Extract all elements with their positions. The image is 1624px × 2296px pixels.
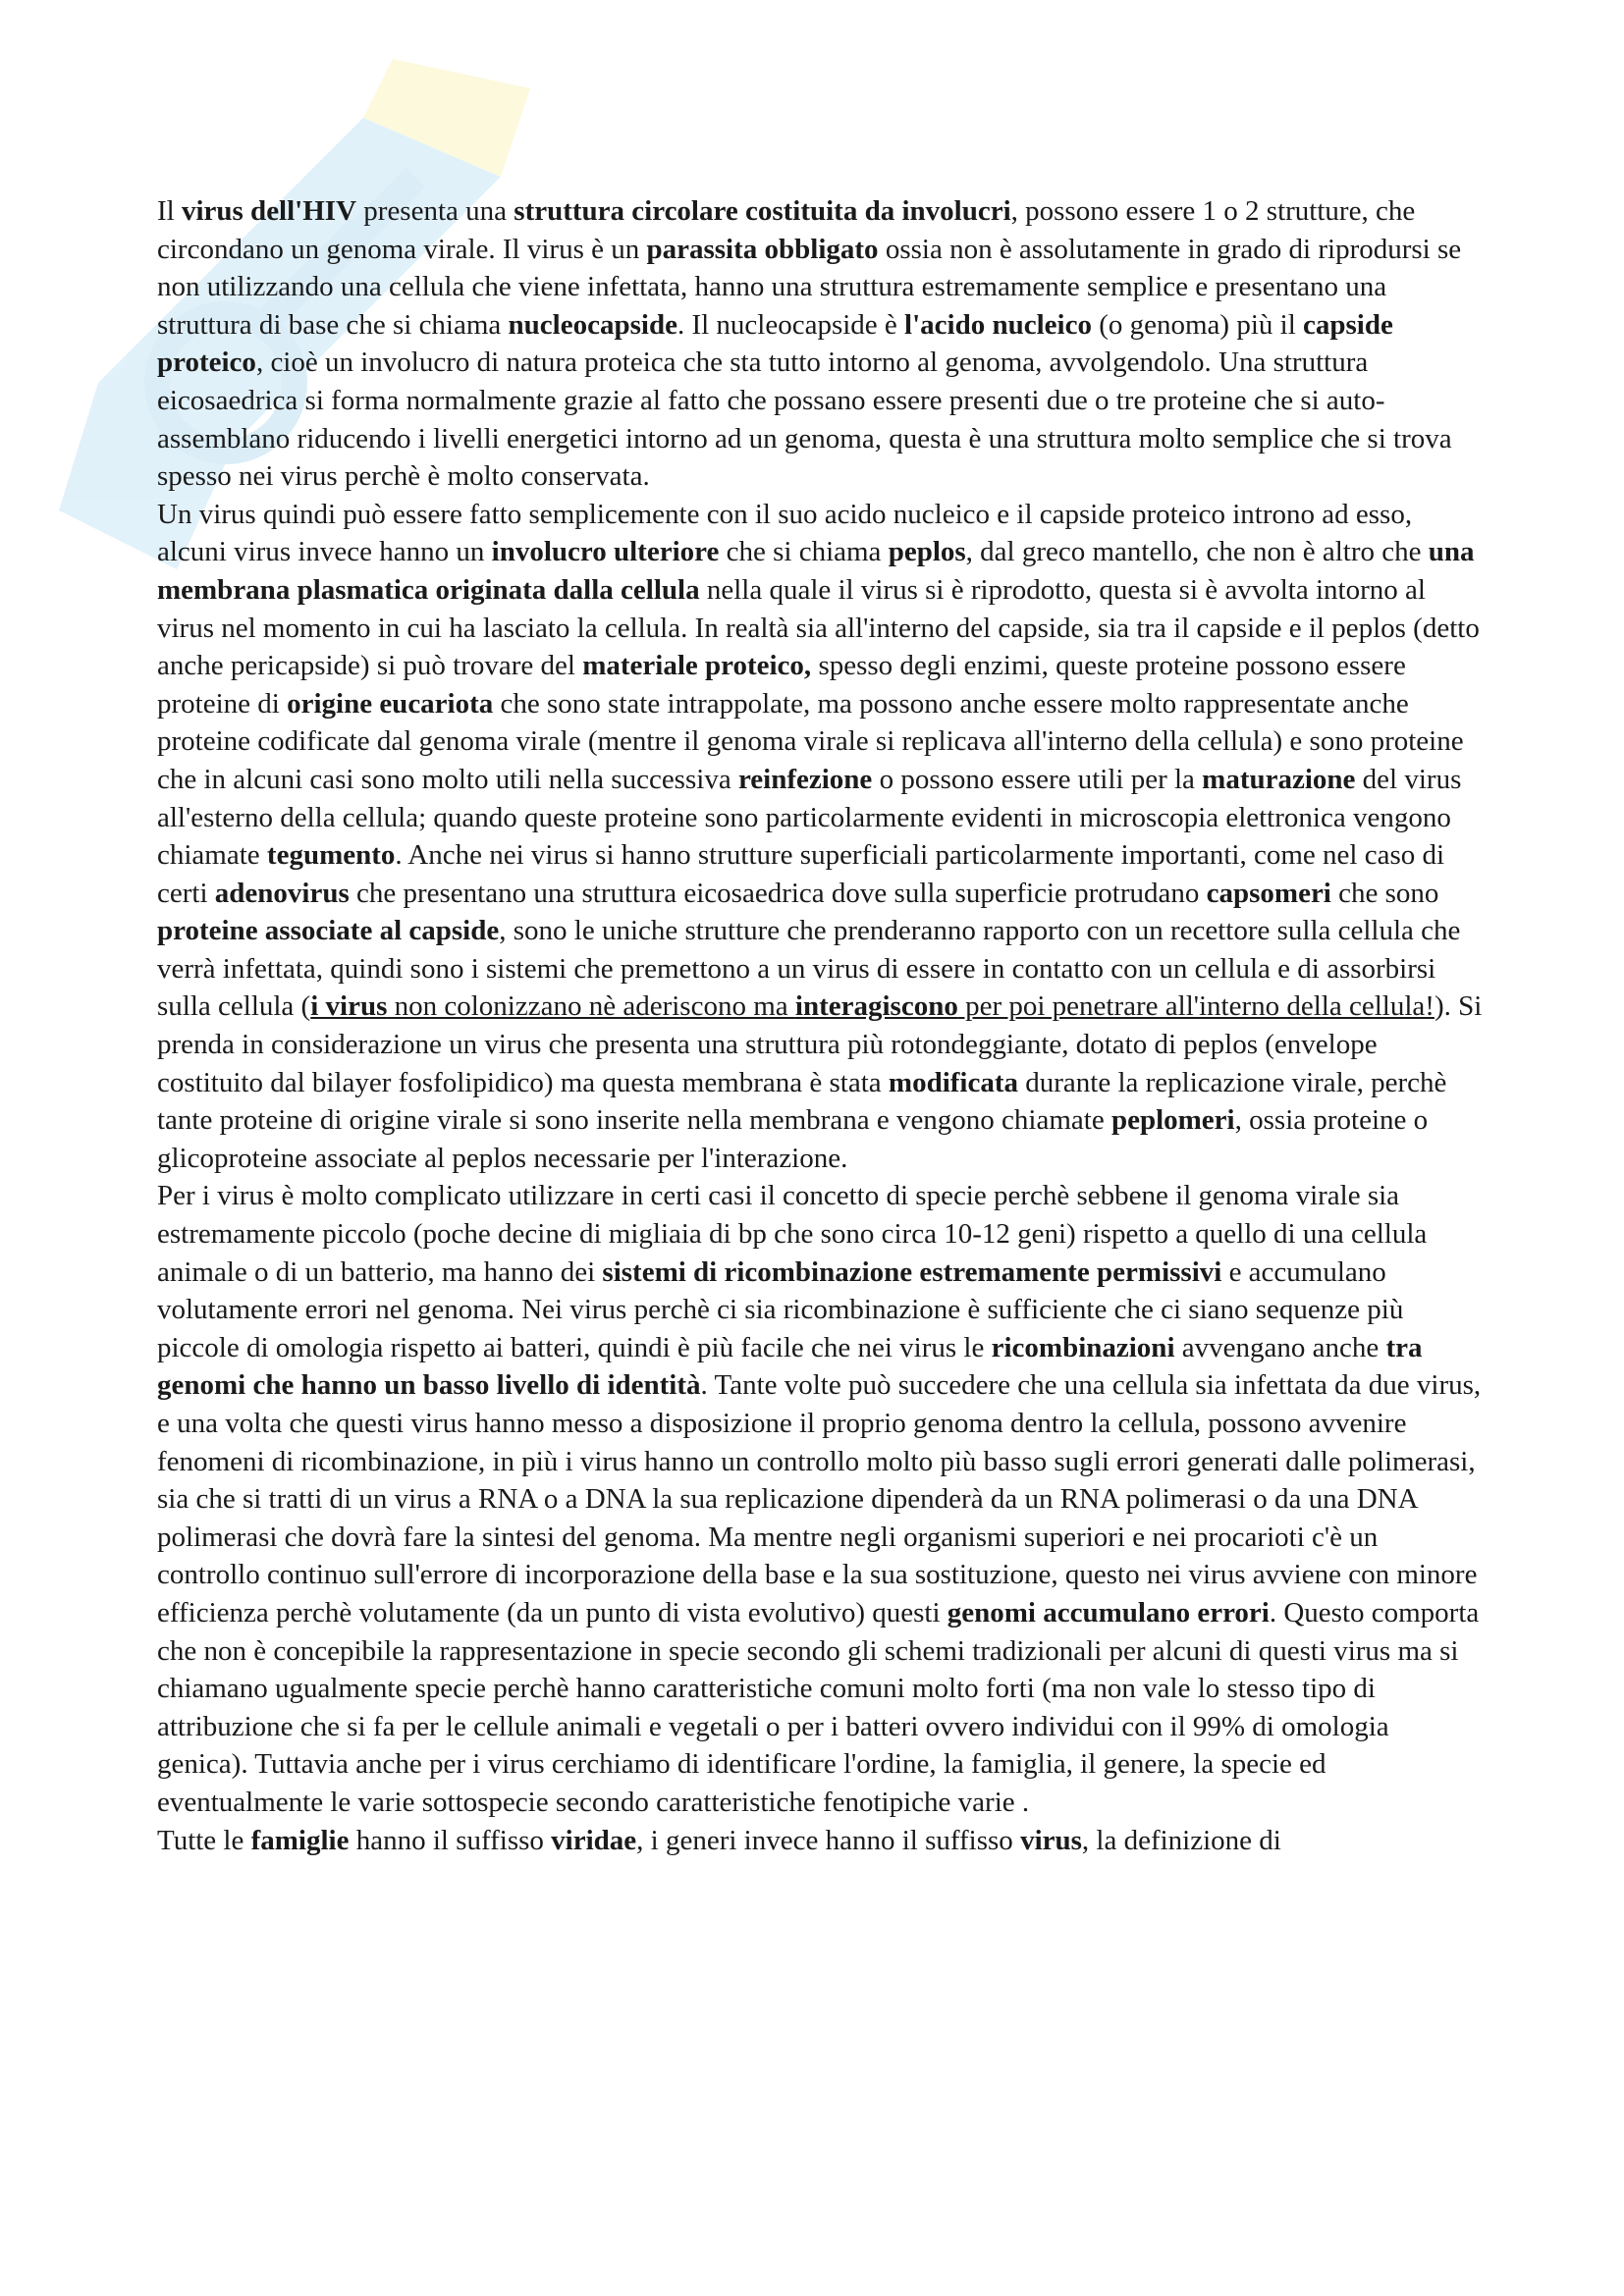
- text-run: , ossia proteine o glicoproteine associate al peplos necessarie per l'interazione.: [157, 1104, 1429, 1174]
- text-run: che sono: [1330, 877, 1439, 909]
- bold-term: maturazione: [1202, 763, 1356, 795]
- text-run: . Anche nei virus si hanno strutture superficiali particolarmente importanti, come nel caso di certi: [157, 839, 1445, 909]
- bold-term: tra genomi che hanno un basso livello di identità: [157, 1331, 1423, 1402]
- bold-term: famiglie: [250, 1824, 350, 1856]
- bold-term: sistemi di ricombinazione estremamente permissivi: [602, 1255, 1222, 1288]
- text-run: che presentano una struttura eicosaedrica dove sulla superficie protrudano: [349, 877, 1207, 909]
- bold-term: parassita obbligato: [646, 233, 879, 265]
- text-run: hanno il suffisso: [349, 1824, 552, 1856]
- text-run: non colonizzano nè aderiscono ma: [387, 990, 795, 1023]
- text-run: che si chiama: [719, 536, 889, 568]
- text-run: nella quale il virus si è riprodotto, questa si è avvolta intorno al virus nel momento in cui ha lasciato la cellula. In realtà sia all'interno del capside, sia tra il capside e il peplos (detto anche pericapside) si può trovare del: [157, 573, 1480, 682]
- text-run: Un virus quindi può essere fatto semplicemente con il suo acido nucleico e il capside proteico introno ad esso, alcuni virus invece hanno un: [157, 498, 1413, 568]
- bold-term: capsomeri: [1206, 877, 1331, 909]
- bold-term: i virus: [310, 990, 388, 1023]
- bold-term: materiale proteico,: [582, 650, 812, 682]
- bold-term: proteine associate al capside: [157, 915, 500, 947]
- bold-term: ricombinazioni: [991, 1331, 1175, 1363]
- bold-term: nucleocapside: [508, 308, 677, 341]
- text-run: , la definizione di: [1081, 1824, 1281, 1856]
- bold-term: origine eucariota: [287, 687, 494, 720]
- bold-term: capside proteico: [157, 308, 1393, 379]
- bold-term: interagiscono: [794, 990, 958, 1023]
- bold-term: peplomeri: [1110, 1104, 1235, 1137]
- text-run: , possono essere 1 o 2 strutture, che circondano un genoma virale. Il virus è un: [157, 195, 1416, 265]
- text-run: , i generi invece hanno il suffisso: [636, 1824, 1021, 1856]
- text-run: presenta una: [356, 195, 514, 227]
- paragraph: [157, 192, 1483, 496]
- text-run: Tutte le: [157, 1824, 251, 1856]
- text-run: ). Si prenda in considerazione un virus che presenta una struttura più rotondeggiante, dotato di peplos (envelope costituito dal bilayer fosfolipidico) ma questa membrana è stata: [157, 990, 1483, 1098]
- text-run: Per i virus è molto complicato utilizzare in certi casi il concetto di specie perchè sebbene il genoma virale sia estremamente piccolo (poche decine di migliaia di bp che sono circa 10-12 geni) rispetto a quello di una cellula animale o di un batterio, ma hanno dei: [157, 1180, 1428, 1288]
- bold-term: struttura circolare costituita da involucri: [514, 195, 1011, 227]
- text-run: per poi penetrare all'interno della cellula!: [957, 990, 1435, 1023]
- bold-term: virus: [1020, 1824, 1082, 1856]
- text-run: . Tante volte può succedere che una cellula sia infettata da due virus, e una volta che questi virus hanno messo a disposizione il proprio genoma dentro la cellula, possono avvenire fenomeni di ricombinazione, in più i virus hanno un controllo molto più basso sugli errori generati dalle polimerasi, sia che si tratti di un virus a RNA o a DNA la sua replicazione dipenderà da un RNA polimerasi o da una DNA polimerasi che dovrà fare la sintesi del genoma. Ma mentre negli organismi superiori e nei procarioti c'è un controllo continuo sull'errore di incorporazione della base e la sua sostituzione, questo nei virus avviene con minore efficienza perchè volutamente (da un punto di vista evolutivo) questi: [157, 1369, 1482, 1629]
- text-run: ossia non è assolutamente in grado di riprodursi se non utilizzando una cellula che viene infettata, hanno una struttura estremamente semplice e presentano una struttura di base che si chiama: [157, 233, 1462, 341]
- document-body: [157, 192, 1483, 1859]
- bold-term: una membrana plasmatica originata dalla cellula: [157, 536, 1475, 606]
- text-run: . Questo comporta che non è concepibile la rappresentazione in specie secondo gli schemi tradizionali per alcuni di questi virus ma si chiamano ugualmente specie perchè hanno caratteristiche comuni molto forti (ma non vale lo stesso tipo di attribuzione che si fa per le cellule animali e vegetali o per i batteri ovvero individui con il 99% di omologia genica). Tuttavia anche per i virus cerchiamo di identificare l'ordine, la famiglia, il genere, la specie ed eventualmente le varie sottospecie secondo caratteristiche fenotipiche varie .: [157, 1596, 1480, 1818]
- bold-term: involucro ulteriore: [491, 536, 720, 568]
- text-run: , dal greco mantello, che non è altro che: [965, 536, 1429, 568]
- bold-term: reinfezione: [737, 763, 873, 795]
- bold-term: genomi accumulano errori: [947, 1596, 1270, 1629]
- paragraph: [157, 1177, 1483, 1821]
- bold-term: modificata: [888, 1066, 1019, 1098]
- text-run: . Il nucleocapside è: [677, 308, 905, 341]
- text-run: spesso degli enzimi, queste proteine possono essere proteine di: [157, 650, 1406, 720]
- text-run: durante la replicazione virale, perchè tante proteine di origine virale si sono inserite nella membrana e vengono chiamate: [157, 1066, 1447, 1137]
- bold-term: peplos: [888, 536, 966, 568]
- paragraph: [157, 1822, 1483, 1860]
- text-run: avvengano anche: [1174, 1331, 1386, 1363]
- text-run: , sono le uniche strutture che prenderanno rapporto con un recettore sulla cellula che verrà infettata, quindi sono i sistemi che premettono a un virus di essere in contatto con un cellula e di assorbirsi sulla cellula (: [157, 915, 1461, 1023]
- bold-term: tegumento: [266, 839, 396, 872]
- text-run: Il: [157, 195, 182, 227]
- text-run: che sono state intrappolate, ma possono anche essere molto rappresentate anche proteine codificate dal genoma virale (mentre il genoma virale si replicava all'interno della cellula) e sono proteine che in alcuni casi sono molto utili nella successiva: [157, 687, 1464, 795]
- bold-term: virus dell'HIV: [181, 195, 357, 227]
- text-run: o possono essere utili per la: [872, 763, 1203, 795]
- text-run: (o genoma) più il: [1091, 308, 1304, 341]
- bold-term: l'acido nucleico: [904, 308, 1092, 341]
- text-run: e accumulano volutamente errori nel genoma. Nei virus perchè ci sia ricombinazione è sufficiente che ci siano sequenze più piccole di omologia rispetto ai batteri, quindi è più facile che nei virus le: [157, 1255, 1404, 1363]
- bold-term: adenovirus: [214, 877, 350, 909]
- paragraph: [157, 496, 1483, 1178]
- text-run: , cioè un involucro di natura proteica che sta tutto intorno al genoma, avvolgendolo. Una struttura eicosaedrica si forma normalmente grazie al fatto che possano essere presenti due o tre proteine che si auto-assemblano riducendo i livelli energetici intorno ad un genoma, questa è una struttura molto semplice che si trova spesso nei virus perchè è molto conservata.: [157, 347, 1452, 493]
- text-run: del virus all'esterno della cellula; quando queste proteine sono particolarmente evidenti in microscopia elettronica vengono chiamate: [157, 763, 1462, 872]
- bold-term: viridae: [551, 1824, 637, 1856]
